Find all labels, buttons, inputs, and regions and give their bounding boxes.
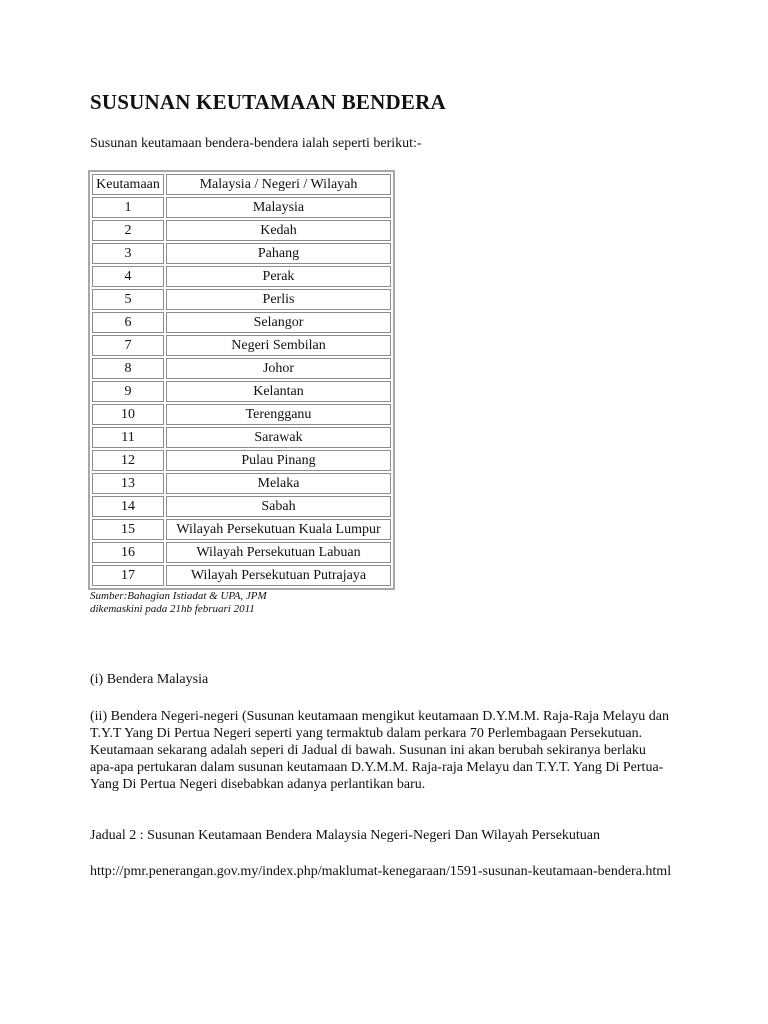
flag-name-cell: Perlis	[166, 289, 391, 310]
column-header-name: Malaysia / Negeri / Wilayah	[166, 174, 391, 195]
rank-cell: 11	[92, 427, 164, 448]
flag-name-cell: Wilayah Persekutuan Labuan	[166, 542, 391, 563]
table-row	[92, 404, 391, 425]
flag-name-cell: Pahang	[166, 243, 391, 264]
rank-cell: 5	[92, 289, 164, 310]
rank-cell: 17	[92, 565, 164, 586]
reference-url: http://pmr.penerangan.gov.my/index.php/maklumat-kenegaraan/1591-susunan-keutamaan-bendera.html	[90, 864, 672, 879]
rank-cell: 16	[92, 542, 164, 563]
table-row	[92, 565, 391, 586]
table-row	[92, 197, 391, 218]
flag-name-cell: Pulau Pinang	[166, 450, 391, 471]
rank-cell: 6	[92, 312, 164, 333]
table-row	[92, 220, 391, 241]
page-title: SUSUNAN KEUTAMAAN BENDERA	[90, 90, 446, 114]
table-row	[92, 473, 391, 494]
table-row	[92, 266, 391, 287]
flag-name-cell: Kedah	[166, 220, 391, 241]
flag-name-cell: Wilayah Persekutuan Putrajaya	[166, 565, 391, 586]
table-row	[92, 312, 391, 333]
flag-name-cell: Terengganu	[166, 404, 391, 425]
flag-name-cell: Selangor	[166, 312, 391, 333]
flag-name-cell: Sarawak	[166, 427, 391, 448]
flag-name-cell: Negeri Sembilan	[166, 335, 391, 356]
table-row	[92, 519, 391, 540]
flag-name-cell: Kelantan	[166, 381, 391, 402]
flag-name-cell: Perak	[166, 266, 391, 287]
rank-cell: 13	[92, 473, 164, 494]
rank-cell: 7	[92, 335, 164, 356]
intro-text: Susunan keutamaan bendera-bendera ialah seperti berikut:-	[90, 136, 422, 151]
rank-cell: 8	[92, 358, 164, 379]
rank-cell: 12	[92, 450, 164, 471]
table-row	[92, 496, 391, 517]
rank-cell: 15	[92, 519, 164, 540]
paragraph-jadual-caption: Jadual 2 : Susunan Keutamaan Bendera Malaysia Negeri-Negeri Dan Wilayah Persekutuan	[90, 828, 601, 843]
source-line: Sumber:Bahagian Istiadat & UPA, JPM	[90, 590, 267, 602]
table-header-row	[92, 174, 391, 195]
source-note	[90, 590, 267, 616]
updated-line: dikemaskini pada 21hb februari 2011	[90, 603, 255, 615]
table-row	[92, 427, 391, 448]
paragraph-bendera-malaysia: (i) Bendera Malaysia	[90, 672, 209, 687]
flag-name-cell: Johor	[166, 358, 391, 379]
rank-cell: 1	[92, 197, 164, 218]
table-body	[92, 197, 391, 586]
rank-cell: 4	[92, 266, 164, 287]
flag-name-cell: Wilayah Persekutuan Kuala Lumpur	[166, 519, 391, 540]
table-row	[92, 450, 391, 471]
rank-cell: 14	[92, 496, 164, 517]
flag-precedence-table	[88, 170, 395, 590]
rank-cell: 9	[92, 381, 164, 402]
table-row	[92, 358, 391, 379]
paragraph-bendera-negeri: (ii) Bendera Negeri-negeri (Susunan keutamaan mengikut keutamaan D.Y.M.M. Raja-Raja Melayu dan T.Y.T Yang Di Pertua Negeri seperti yang termaktub dalam perkara 70 Perlembagaan Persekutuan. Keutamaan sekarang adalah seperi di Jadual di bawah. Susunan ini akan berubah sekiranya berlaku apa-apa pertukaran dalam susunan keutamaan D.Y.M.M. Raja-raja Melayu dan T.Y.T. Yang Di Pertua-Yang Di Pertua Negeri disebabkan adanya perlantikan baru.	[90, 709, 670, 792]
table-row	[92, 289, 391, 310]
table-row	[92, 335, 391, 356]
column-header-rank: Keutamaan	[92, 174, 164, 195]
flag-name-cell: Sabah	[166, 496, 391, 517]
flag-name-cell: Melaka	[166, 473, 391, 494]
rank-cell: 10	[92, 404, 164, 425]
table-row	[92, 542, 391, 563]
flag-name-cell: Malaysia	[166, 197, 391, 218]
rank-cell: 2	[92, 220, 164, 241]
rank-cell: 3	[92, 243, 164, 264]
table-row	[92, 243, 391, 264]
table-row	[92, 381, 391, 402]
